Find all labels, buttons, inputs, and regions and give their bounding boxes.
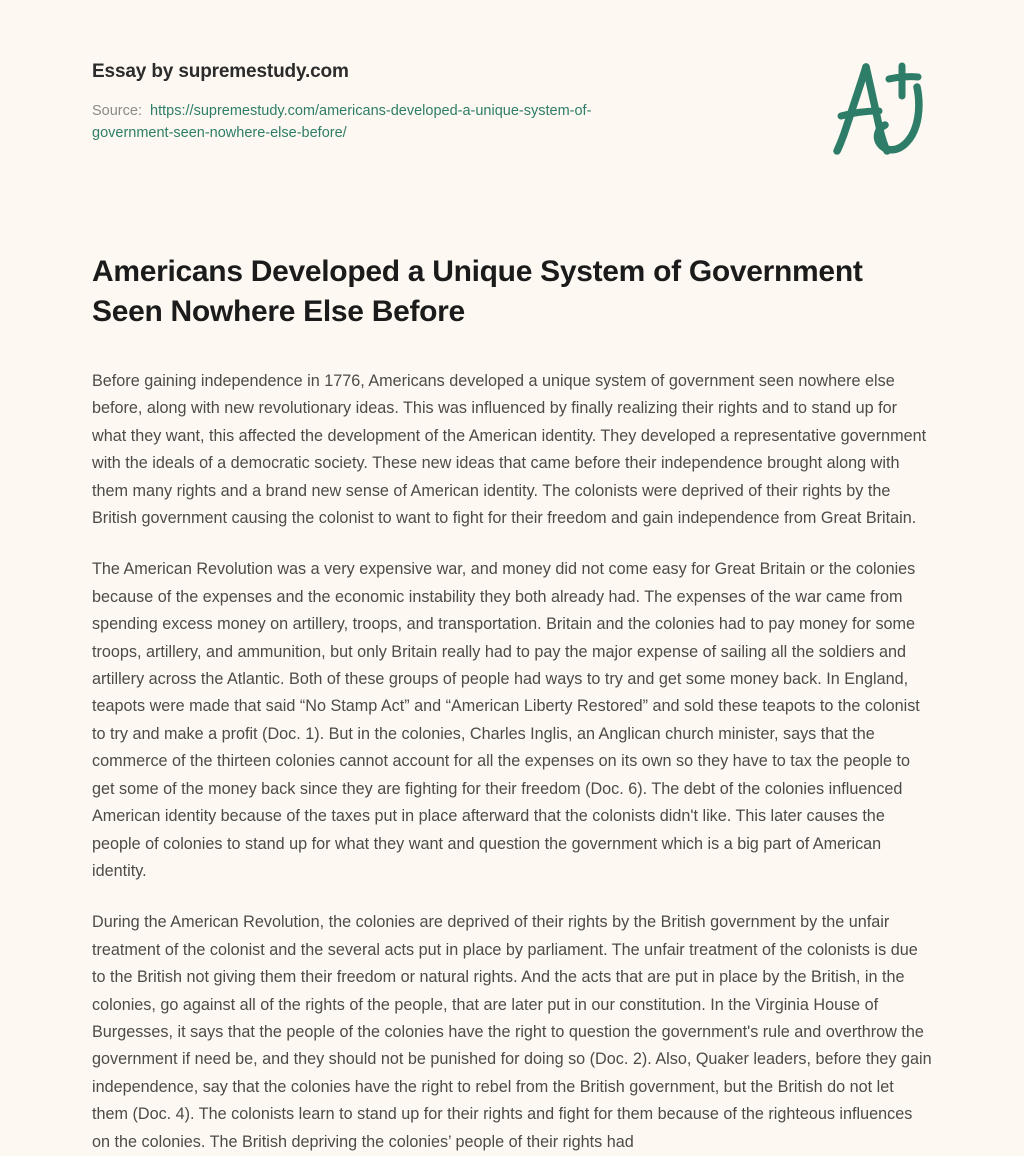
source-line bbox=[92, 100, 672, 144]
article-body bbox=[92, 368, 934, 1156]
article-paragraph: The American Revolution was a very expensive war, and money did not come easy for Great Britain or the colonies because of the expenses and the economic instability they both already had. The expenses of the war came from spending excess money on artillery, troops, and transportation. Britain and the colonies had to pay money for some troops, artillery, and ammunition, but only Britain really had to pay the major expense of sailing all the soldiers and artillery across the Atlantic. Both of these groups of people had ways to try and get some money back. In England, teapots were made that said “No Stamp Act” and “American Liberty Restored” and sold these teapots to the colonist to try and make a profit (Doc. 1). But in the colonies, Charles Inglis, an Anglican church minister, says that the commerce of the thirteen colonies cannot account for all the expenses on its own so they have to tax the people to get some of the money back since they are fighting for their freedom (Doc. 6). The debt of the colonies influenced American identity because of the taxes put in place afterward that the colonists didn't like. This later causes the people of colonies to stand up for what they want and question the government which is a big part of American identity. bbox=[92, 560, 920, 880]
page-header bbox=[0, 0, 1024, 200]
article-paragraph: During the American Revolution, the colonies are deprived of their rights by the British government by the unfair treatment of the colonist and the several acts put in place by parliament. The unfair treatment of the colonists is due to the British not giving them their freedom or natural rights. And the acts that are put in place by the British, in the colonies, go against all of the rights of the people, that are later put in our constitution. In the Virginia House of Burgesses, it says that the people of the colonies have the right to question the government's rule and overthrow the government if need be, and they should not be punished for doing so (Doc. 2). Also, Quaker leaders, before they gain independence, say that the colonies have the right to rebel from the British government, but the British do not let them (Doc. 4). The colonists learn to stand up for their rights and fight for them because of the righteous influences on the colonies. The British depriving the colonies’ people of their rights had bbox=[92, 913, 932, 1151]
article bbox=[92, 252, 934, 1156]
a-plus-logo-icon bbox=[822, 54, 932, 164]
byline: Essay by supremestudy.com bbox=[92, 61, 349, 82]
header-text-block bbox=[92, 60, 712, 144]
source-label: Source: bbox=[92, 103, 142, 119]
page-title: Americans Developed a Unique System of Government Seen Nowhere Else Before bbox=[92, 255, 863, 328]
header-inner bbox=[92, 60, 932, 164]
article-paragraph: Before gaining independence in 1776, Americans developed a unique system of government seen nowhere else before, along with new revolutionary ideas. This was influenced by finally realizing their rights and to stand up for what they want, this affected the development of the American identity. They developed a representative government with the ideals of a democratic society. These new ideas that came before their independence brought along with them many rights and a brand new sense of American identity. The colonists were deprived of their rights by the British government causing the colonist to want to fight for their freedom and gain independence from Great Britain. bbox=[92, 372, 927, 528]
source-url-link[interactable]: https://supremestudy.com/americans-developed-a-unique-system-of-government-seen-nowhere-else-before/ bbox=[92, 103, 592, 141]
